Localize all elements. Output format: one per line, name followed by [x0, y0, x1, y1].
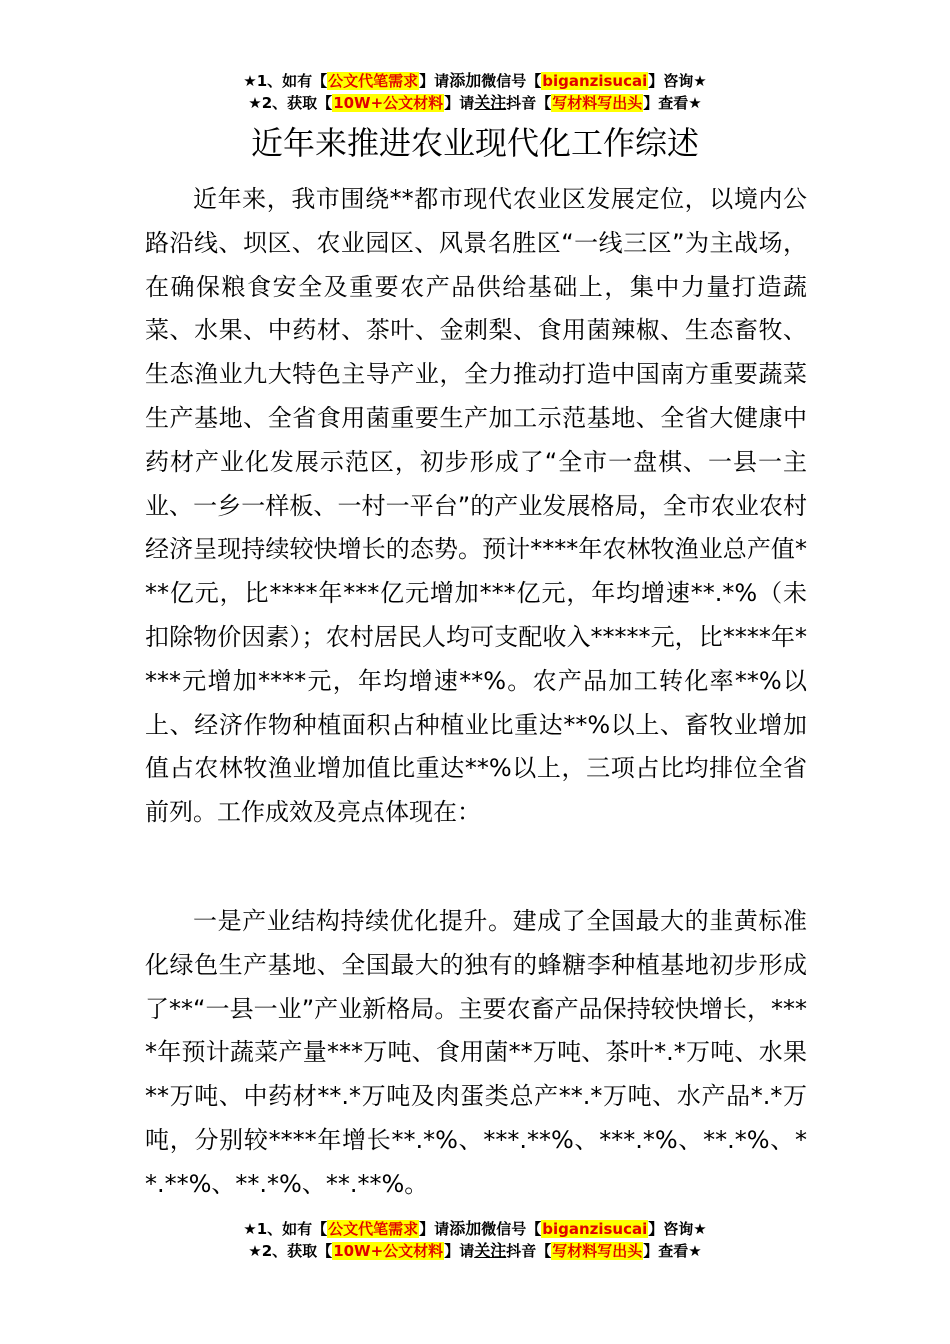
promo-emphasis: 关注	[474, 93, 507, 112]
promo-text: ★2、获取【	[248, 1242, 333, 1260]
promo-highlight: 10W+公文材料	[333, 1242, 444, 1260]
promo-text: ★1、如有【	[243, 1220, 328, 1238]
promo-text: 】请	[444, 1242, 475, 1260]
promo-text: 】查看★	[643, 1242, 702, 1260]
top-promo-banner	[0, 70, 950, 114]
promo-line-2	[0, 1240, 950, 1262]
promo-text: 】咨询★	[648, 1220, 707, 1238]
promo-text: 】请	[444, 94, 475, 112]
promo-highlight: 10W+公文材料	[333, 94, 444, 112]
promo-text: 微信号【	[481, 1220, 542, 1238]
promo-line-1	[0, 1218, 950, 1240]
promo-text: 抖音【	[506, 94, 552, 112]
bottom-promo-banner	[0, 1218, 950, 1262]
promo-emphasis: 添加	[449, 71, 482, 90]
promo-highlight: 写材料写出头	[552, 1242, 643, 1260]
promo-emphasis: 关注	[474, 1241, 507, 1260]
promo-text: ★1、如有【	[243, 72, 328, 90]
promo-text: 】请	[419, 72, 450, 90]
promo-text: ★2、获取【	[248, 94, 333, 112]
promo-emphasis: 添加	[449, 1219, 482, 1238]
promo-text: 】请	[419, 1220, 450, 1238]
paragraph-intro: 近年来，我市围绕**都市现代农业区发展定位，以境内公路沿线、坝区、农业园区、风景名胜区“一线三区”为主战场，在确保粮食安全及重要农产品供给基础上，集中力量打造蔬菜、水果、中药材、茶叶、金刺梨、食用菌辣椒、生态畜牧、生态渔业九大特色主导产业，全力推动打造中国南方重要蔬菜生产基地、全省食用菌重要生产加工示范基地、全省大健康中药材产业化发展示范区，初步形成了“全市一盘棋、一县一主业、一乡一样板、一村一平台”的产业发展格局，全市农业农村经济呈现持续较快增长的态势。预计****年农林牧渔业总产值***亿元，比****年***亿元增加***亿元，年均增速**.*%（未扣除物价因素）；农村居民人均可支配收入*****元，比****年****元增加****元，年均增速**%。农产品加工转化率**%以上、经济作物种植面积占种植业比重达**%以上、畜牧业增加值占农林牧渔业增加值比重达**%以上，三项占比均排位全省前列。工作成效及亮点体现在：	[145, 185, 807, 827]
promo-line-1	[0, 70, 950, 92]
promo-highlight: biganzisucai	[542, 1220, 648, 1238]
promo-highlight: 公文代笔需求	[328, 72, 419, 90]
paragraph-industry-structure: 一是产业结构持续优化提升。建成了全国最大的韭黄标准化绿色生产基地、全国最大的独有的蜂糖李种植基地初步形成了**“一县一业”产业新格局。主要农畜产品保持较快增长，****年预计蔬菜产量***万吨、食用菌**万吨、茶叶*.*万吨、水果**万吨、中药材**.*万吨及肉蛋类总产**.*万吨、水产品*.*万吨，分别较****年增长**.*%、***.**%、***.*%、**.*%、**.**%、**.*%、**.**%。	[145, 907, 807, 1198]
promo-text: 微信号【	[481, 72, 542, 90]
promo-line-2	[0, 92, 950, 114]
promo-text: 】查看★	[643, 94, 702, 112]
promo-highlight: biganzisucai	[542, 72, 648, 90]
promo-text: 抖音【	[506, 1242, 552, 1260]
promo-highlight: 公文代笔需求	[328, 1220, 419, 1238]
promo-highlight: 写材料写出头	[552, 94, 643, 112]
document-title: 近年来推进农业现代化工作综述	[250, 124, 699, 162]
promo-text: 】咨询★	[648, 72, 707, 90]
